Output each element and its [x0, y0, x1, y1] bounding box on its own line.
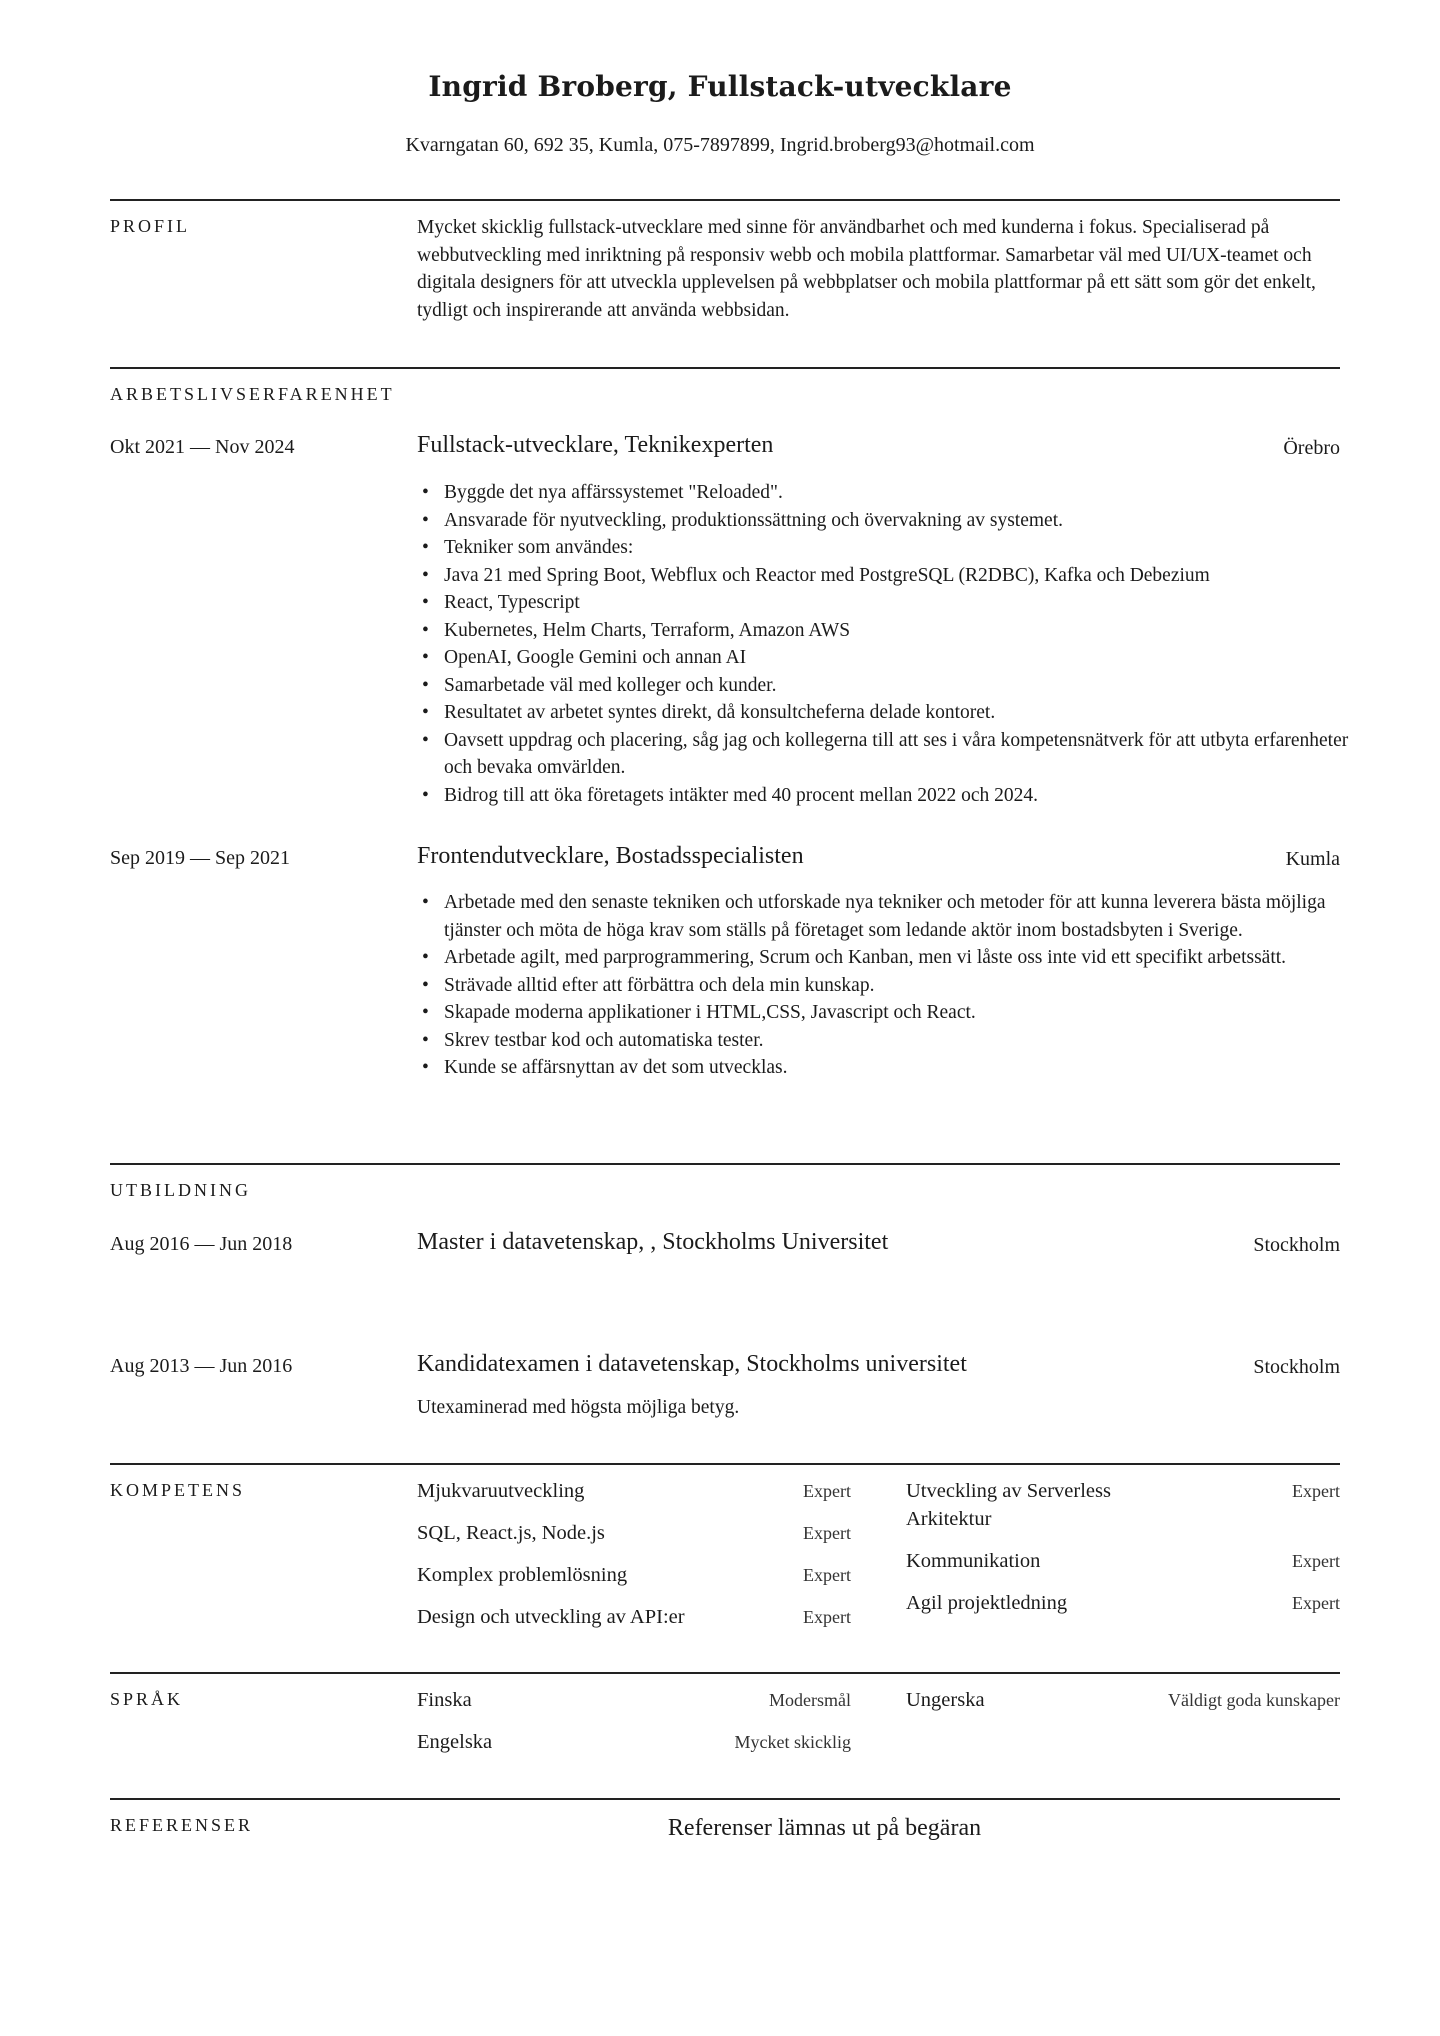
list-item: • Bidrog till att öka företagets intäkter med 40 procent mellan 2022 och 2024.	[444, 782, 1369, 810]
references-text: Referenser lämnas ut på begäran	[667, 1815, 982, 1841]
section-divider	[110, 1163, 1340, 1165]
education-dates: Aug 2016 — Jun 2018	[110, 1233, 293, 1255]
job-bullets	[417, 889, 1369, 1082]
job-location: Kumla	[1285, 848, 1340, 870]
skill-name: Agil projektledning	[906, 1592, 1068, 1614]
skill-level: Expert	[803, 1565, 851, 1585]
skill-name: SQL, React.js, Node.js	[417, 1522, 605, 1544]
list-item: • Resultatet av arbetet syntes direkt, då konsultcheferna delade kontoret.	[444, 699, 1369, 727]
section-divider	[110, 1798, 1340, 1800]
list-item: • Samarbetade väl med kolleger och kunder.	[444, 672, 1369, 700]
section-label-experience: ARBETSLIVSERFARENHET	[110, 384, 395, 404]
list-item: • React, Typescript	[444, 589, 1369, 617]
skill-name: Mjukvaruutveckling	[417, 1480, 585, 1502]
list-item: • Strävade alltid efter att förbättra och dela min kunskap.	[444, 972, 1369, 1000]
job-title: Frontendutvecklare, Bostadsspecialisten	[417, 843, 804, 869]
job-bullets	[417, 479, 1369, 809]
profile-summary: Mycket skicklig fullstack-utvecklare med sinne för användbarhet och med kunderna i fokus. Specialiserad på webbutveckling med inriktning på responsiv webb och mobila plattformar. Samarbetar väl med UI/UX-teamet och digitala designers för att utveckla upplevelsen på webbplatser och mobila plattformar på ett sätt som gör det enkelt, tydligt och inspirerande att använda webbsidan.	[417, 217, 1316, 321]
section-label-skills: KOMPETENS	[110, 1480, 246, 1500]
education-title: Master i datavetenskap, , Stockholms Universitet	[417, 1229, 889, 1255]
section-divider	[110, 367, 1340, 369]
list-item: • Kunde se affärsnyttan av det som utvecklas.	[444, 1054, 1369, 1082]
list-item: • Kubernetes, Helm Charts, Terraform, Amazon AWS	[444, 617, 1369, 645]
skill-name: Kommunikation	[906, 1550, 1041, 1572]
language-level: Mycket skicklig	[734, 1732, 851, 1752]
section-label-education: UTBILDNING	[110, 1180, 251, 1200]
section-divider	[110, 1672, 1340, 1674]
education-location: Stockholm	[1253, 1356, 1340, 1378]
section-label-profile: PROFIL	[110, 216, 191, 236]
section-divider	[110, 1463, 1340, 1465]
language-name: Engelska	[417, 1731, 493, 1753]
skill-level: Expert	[1292, 1481, 1340, 1501]
section-divider	[110, 199, 1340, 201]
skill-level: Expert	[803, 1523, 851, 1543]
language-level: Modersmål	[769, 1690, 851, 1710]
list-item: • Skapade moderna applikationer i HTML,CSS, Javascript och React.	[444, 999, 1369, 1027]
education-title: Kandidatexamen i datavetenskap, Stockholms universitet	[417, 1351, 967, 1377]
job-dates: Sep 2019 — Sep 2021	[110, 847, 290, 869]
skill-name: Utveckling av Serverless Arkitektur	[906, 1480, 1111, 1530]
list-item: • Skrev testbar kod och automatiska tester.	[444, 1027, 1369, 1055]
language-level: Väldigt goda kunskaper	[1168, 1690, 1340, 1710]
language-name: Finska	[417, 1689, 472, 1711]
list-item: • Java 21 med Spring Boot, Webflux och Reactor med PostgreSQL (R2DBC), Kafka och Debezium	[444, 562, 1369, 590]
list-item: • OpenAI, Google Gemini och annan AI	[444, 644, 1369, 672]
list-item: • Arbetade agilt, med parprogrammering, Scrum och Kanban, men vi låste oss inte vid ett specifikt arbetssätt.	[444, 944, 1369, 972]
contact-info: Kvarngatan 60, 692 35, Kumla, 075-7897899, Ingrid.broberg93@hotmail.com	[405, 134, 1035, 156]
job-title: Fullstack-utvecklare, Teknikexperten	[417, 432, 774, 458]
list-item: • Oavsett uppdrag och placering, såg jag och kollegerna till att ses i våra kompetensnätverk för att utbyta erfarenheter och bevaka omvärlden.	[444, 727, 1369, 782]
list-item: • Ansvarade för nyutveckling, produktionssättning och övervakning av systemet.	[444, 507, 1369, 535]
skill-level: Expert	[803, 1481, 851, 1501]
education-location: Stockholm	[1253, 1234, 1340, 1256]
language-name: Ungerska	[906, 1689, 985, 1711]
skill-name: Komplex problemlösning	[417, 1564, 628, 1586]
education-description: Utexaminerad med högsta möjliga betyg.	[417, 1397, 740, 1418]
skill-level: Expert	[1292, 1551, 1340, 1571]
skill-level: Expert	[803, 1607, 851, 1627]
job-location: Örebro	[1283, 437, 1340, 459]
section-label-references: REFERENSER	[110, 1815, 254, 1835]
section-label-languages: SPRÅK	[110, 1689, 184, 1709]
resume-name-title: Ingrid Broberg, Fullstack-utvecklare	[428, 70, 1012, 103]
skill-name: Design och utveckling av API:er	[417, 1606, 685, 1628]
job-dates: Okt 2021 — Nov 2024	[110, 436, 295, 458]
list-item: • Tekniker som användes:	[444, 534, 1369, 562]
skill-level: Expert	[1292, 1593, 1340, 1613]
list-item: • Arbetade med den senaste tekniken och utforskade nya tekniker och metoder för att kunna leverera bästa möjliga tjänster och möta de höga krav som ställs på företaget som ledande aktör inom bostadsbyten i Sverige.	[444, 889, 1369, 944]
list-item: • Byggde det nya affärssystemet "Reloaded".	[444, 479, 1369, 507]
education-dates: Aug 2013 — Jun 2016	[110, 1355, 293, 1377]
